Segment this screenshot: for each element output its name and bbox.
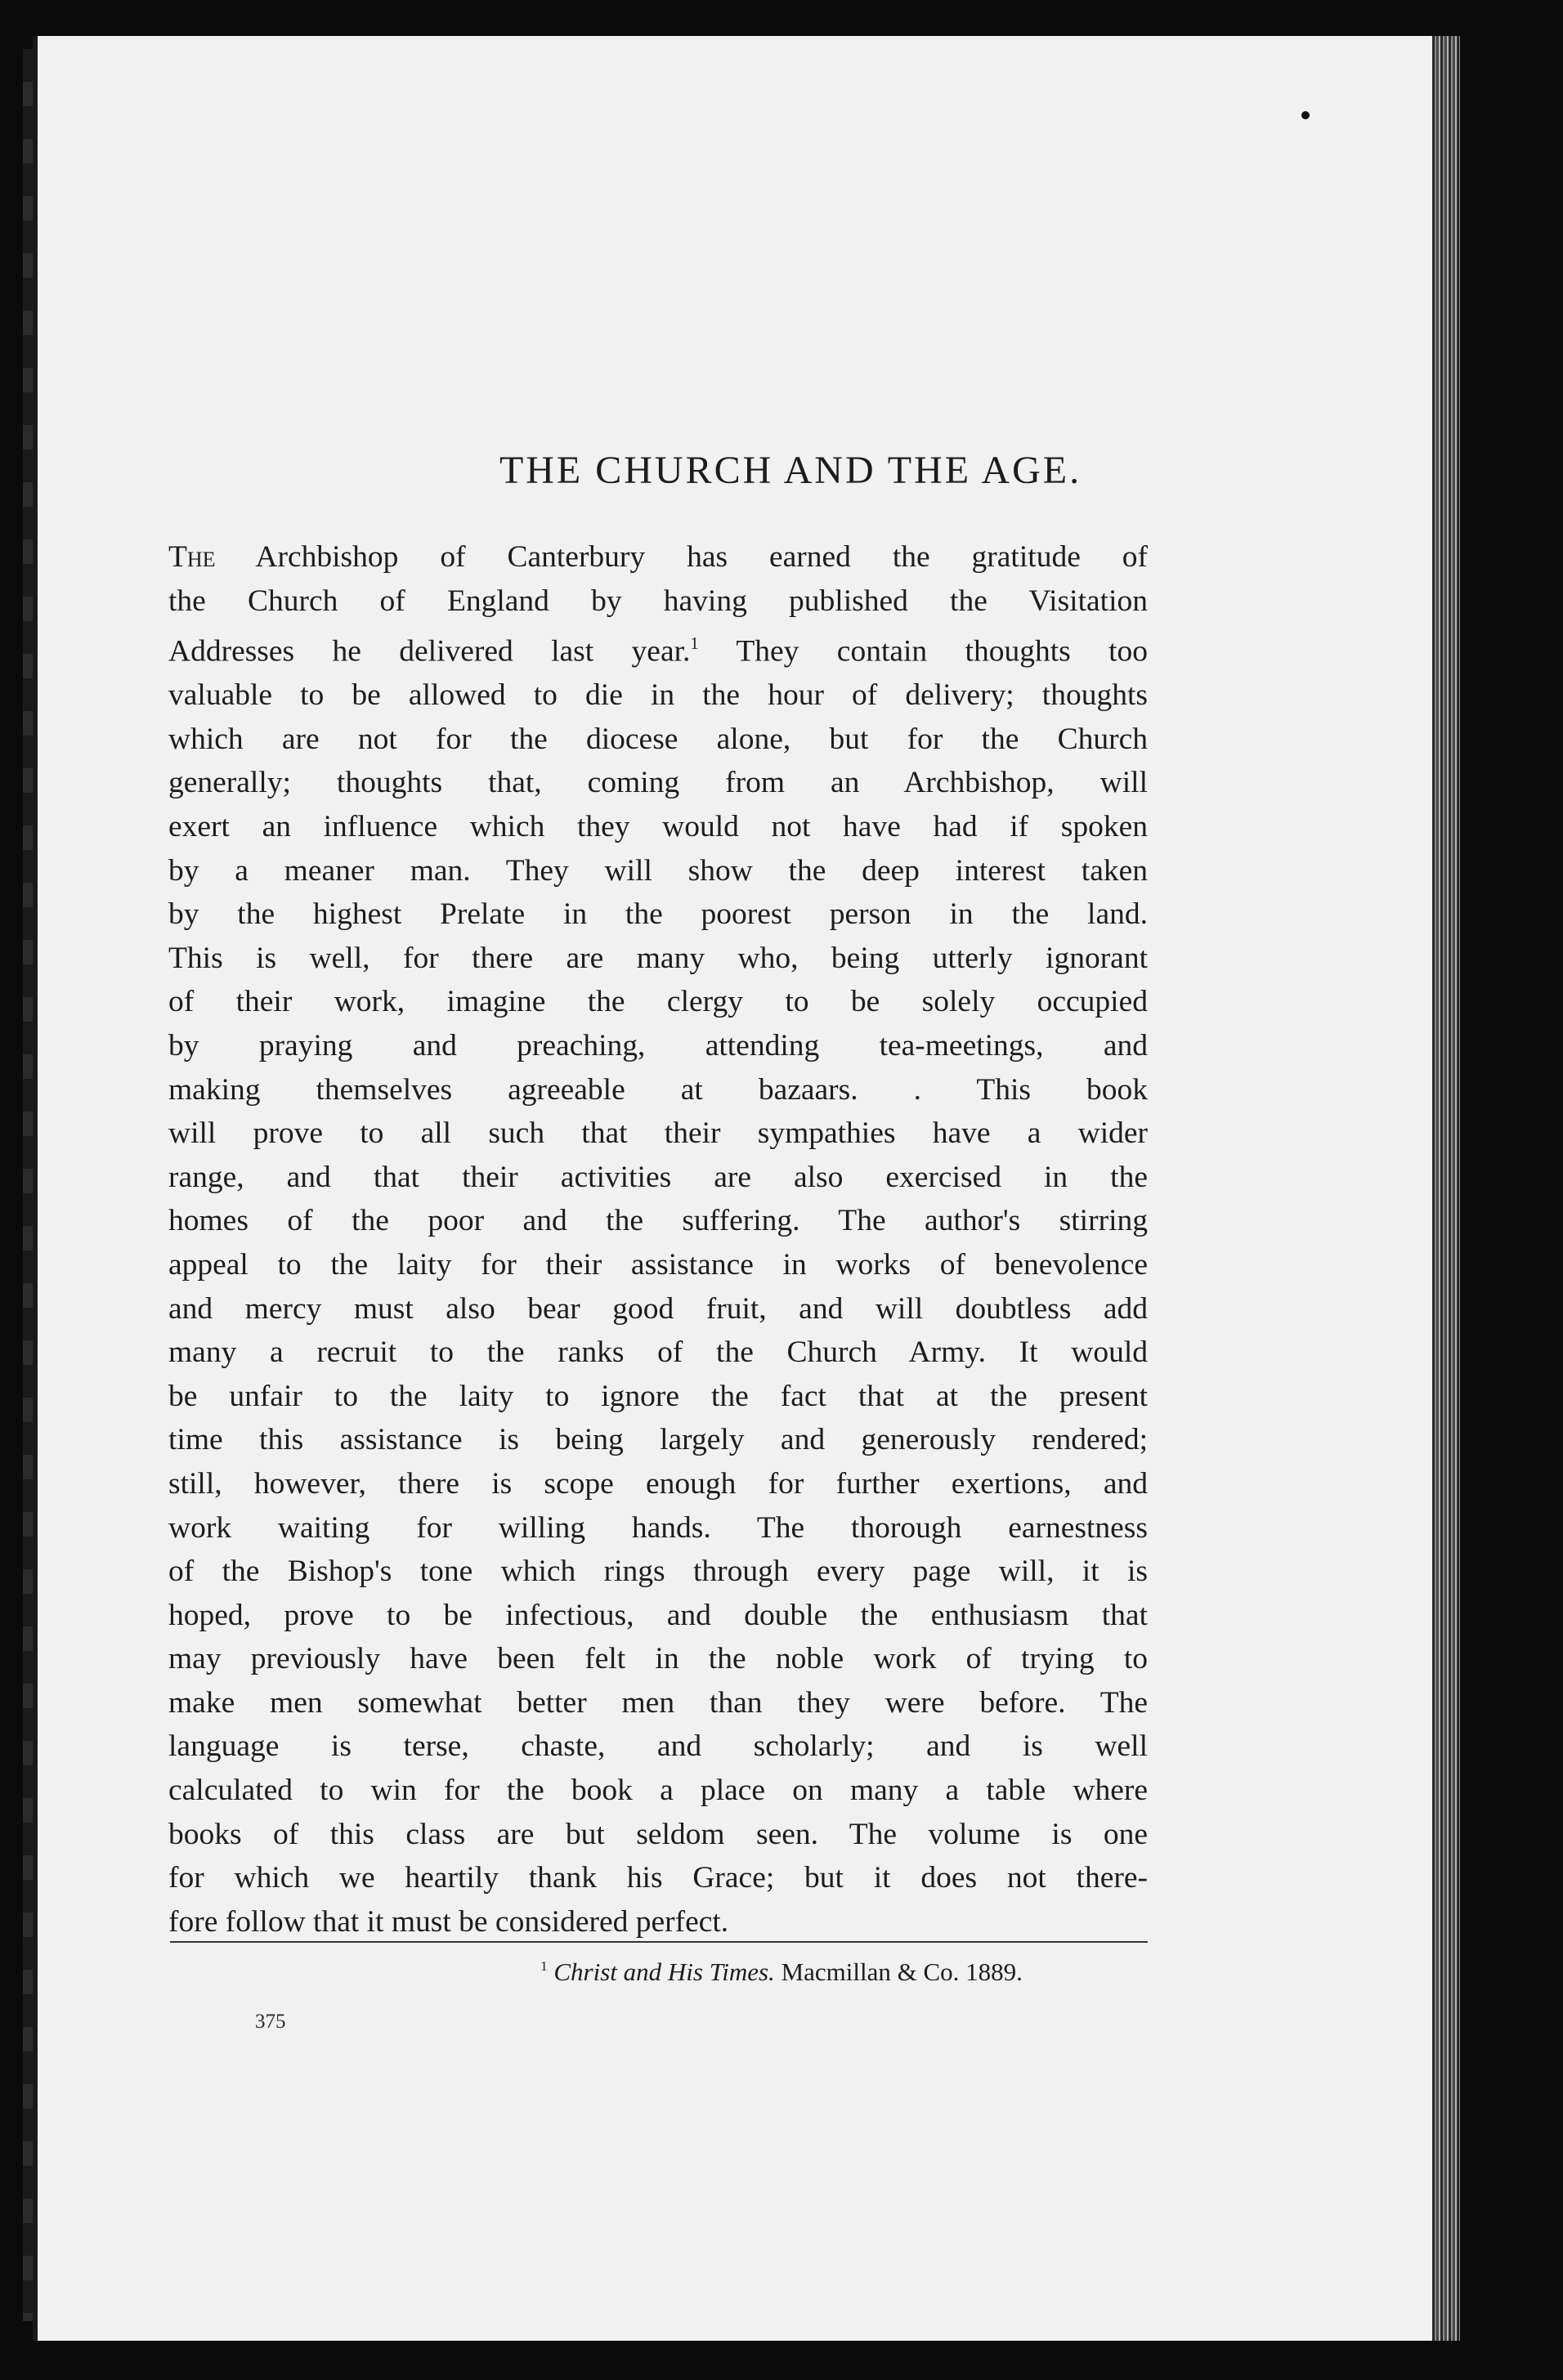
footnote-reference: 1 — [690, 635, 699, 654]
text-line: generally; thoughts that, coming from an Archbishop, will — [168, 766, 1148, 800]
page-title: THE CHURCH AND THE AGE. — [499, 449, 1082, 492]
footnote-rule — [170, 1941, 1148, 1943]
text-line: by praying and preaching, attending tea-meetings, and — [168, 1028, 1148, 1062]
drop-word: The — [168, 540, 216, 574]
text-line: by the highest Prelate in the poorest person in the land. — [168, 897, 1148, 932]
text-line: will prove to all such that their sympathies have a wider — [168, 1116, 1148, 1151]
text-line: and mercy must also bear good fruit, and will doubtless add — [168, 1291, 1148, 1326]
text-line: exert an influence which they would not have had if spoken — [168, 810, 1148, 843]
text-line: hoped, prove to be infectious, and double the enthusiasm that — [168, 1598, 1148, 1632]
text-line: books of this class are but seldom seen. The volume is one — [168, 1817, 1148, 1851]
page-number: 375 — [255, 2011, 286, 2033]
text-line: work waiting for willing hands. The thorough earnestness — [168, 1510, 1148, 1545]
text-line: of the Bishop's tone which rings through every page will, it is — [168, 1555, 1148, 1589]
text-line: make men somewhat better men than they were before. The — [168, 1685, 1148, 1720]
text-line: appeal to the laity for their assistance in works of benevolence — [168, 1247, 1148, 1282]
text-line: still, however, there is scope enough for further exertions, and — [168, 1466, 1148, 1501]
text-line: of their work, imagine the clergy to be solely occupied — [168, 985, 1148, 1019]
text-line: may previously have been felt in the noble work of trying to — [168, 1642, 1148, 1676]
text-line: valuable to be allowed to die in the hour of delivery; thoughts — [168, 678, 1148, 713]
text-line: by a meaner man. They will show the deep interest taken — [168, 853, 1148, 888]
text-line: be unfair to the laity to ignore the fact that at the present — [168, 1379, 1148, 1413]
text-line: language is terse, chaste, and scholarly; and is well — [168, 1729, 1148, 1764]
text-line: range, and that their activities are also exercised in the — [168, 1160, 1148, 1194]
text-line: which are not for the diocese alone, but for the Church — [168, 722, 1148, 756]
speck — [1301, 111, 1310, 119]
footnote — [0, 1957, 1563, 1987]
text-line: The Archbishop of Canterbury has earned the gratitude of — [168, 540, 1148, 574]
text-line: This is well, for there are many who, being utterly ignorant — [168, 941, 1148, 975]
text-line: for which we heartily thank his Grace; but it does not there- — [168, 1861, 1148, 1895]
text-line: calculated to win for the book a place on many a table where — [168, 1774, 1148, 1808]
text-line: making themselves agreeable at bazaars. . This book — [168, 1072, 1148, 1107]
text-line: homes of the poor and the suffering. The author's stirring — [168, 1204, 1148, 1238]
text-line: fore follow that it must be considered perfect. — [168, 1904, 729, 1939]
text-line: many a recruit to the ranks of the Church Army. It would — [168, 1335, 1148, 1370]
body-paragraph — [168, 535, 1148, 1944]
text-line: time this assistance is being largely and generously rendered; — [168, 1423, 1148, 1457]
text-line: the Church of England by having published the Visitation — [168, 584, 1148, 618]
footnote-publisher: Macmillan & Co. 1889. — [774, 1957, 1023, 1986]
footnote-marker: 1 — [540, 1958, 548, 1975]
page-stack-edge — [1432, 36, 1460, 2341]
footnote-title: Christ and His Times. — [553, 1957, 775, 1986]
text-line: Addresses he delivered last year.$^1$ They contain thoughts too — [168, 634, 1148, 669]
